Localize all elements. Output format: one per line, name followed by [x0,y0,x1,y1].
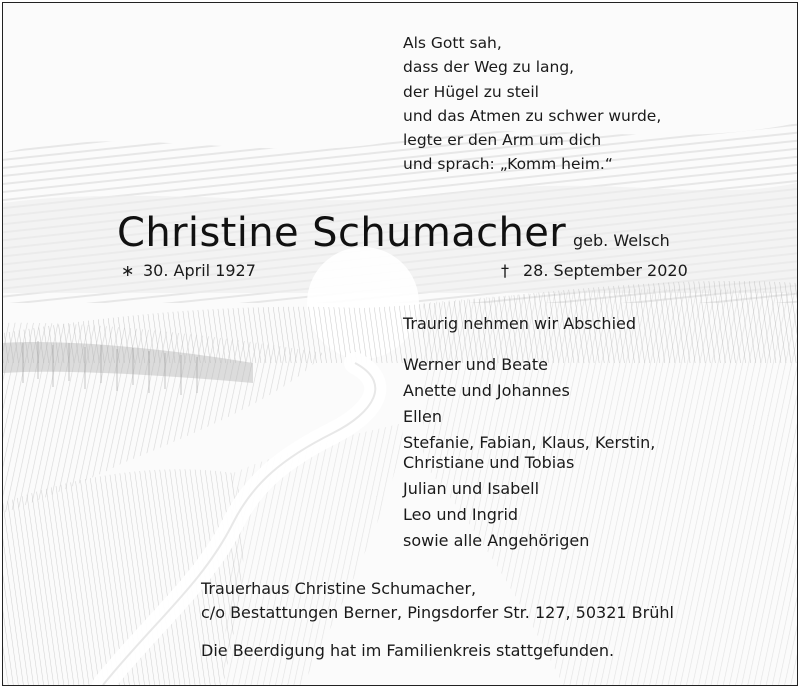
mourner-entry: Ellen [403,407,442,426]
death-date-text: 28. September 2020 [523,261,688,280]
obituary-notice [2,2,798,686]
mourner-entry: Leo und Ingrid [403,505,519,524]
mourner-entry: Stefanie, Fabian, Klaus, Kerstin, Christiane und Tobias [403,433,656,472]
death-date [501,261,688,280]
poem-line: und das Atmen zu schwer wurde, [403,106,662,125]
birth-name: geb. Welsch [573,231,670,250]
poem [403,31,661,177]
funeral-note: Die Beerdigung hat im Familienkreis stattgefunden. [201,641,615,660]
poem-line: legte er den Arm um dich [403,131,602,150]
mourning-line: Traurig nehmen wir Abschied [403,314,637,333]
address-line: c/o Bestattungen Berner, Pingsdorfer Str. 127, 50321 Brühl [201,603,674,622]
poem-line: Als Gott sah, [403,34,502,52]
mourner-entry: Anette und Johannes [403,381,570,400]
birth-date [121,261,256,280]
mourning-address [201,577,674,625]
mourners-list [403,355,655,557]
birth-date-text: 30. April 1927 [143,261,256,280]
death-cross-icon: † [501,261,509,280]
poem-line: der Hügel zu steil [403,82,539,101]
mourner-entry: sowie alle Angehörigen [403,531,590,550]
deceased-name: Christine Schumacher [117,210,567,256]
address-line: Trauerhaus Christine Schumacher, [201,579,477,598]
birth-star-icon: ∗ [121,261,135,280]
poem-line: und sprach: „Komm heim.“ [403,155,613,174]
mourner-entry: Julian und Isabell [403,479,540,498]
mourner-entry: Werner und Beate [403,355,548,374]
poem-line: dass der Weg zu lang, [403,58,575,77]
